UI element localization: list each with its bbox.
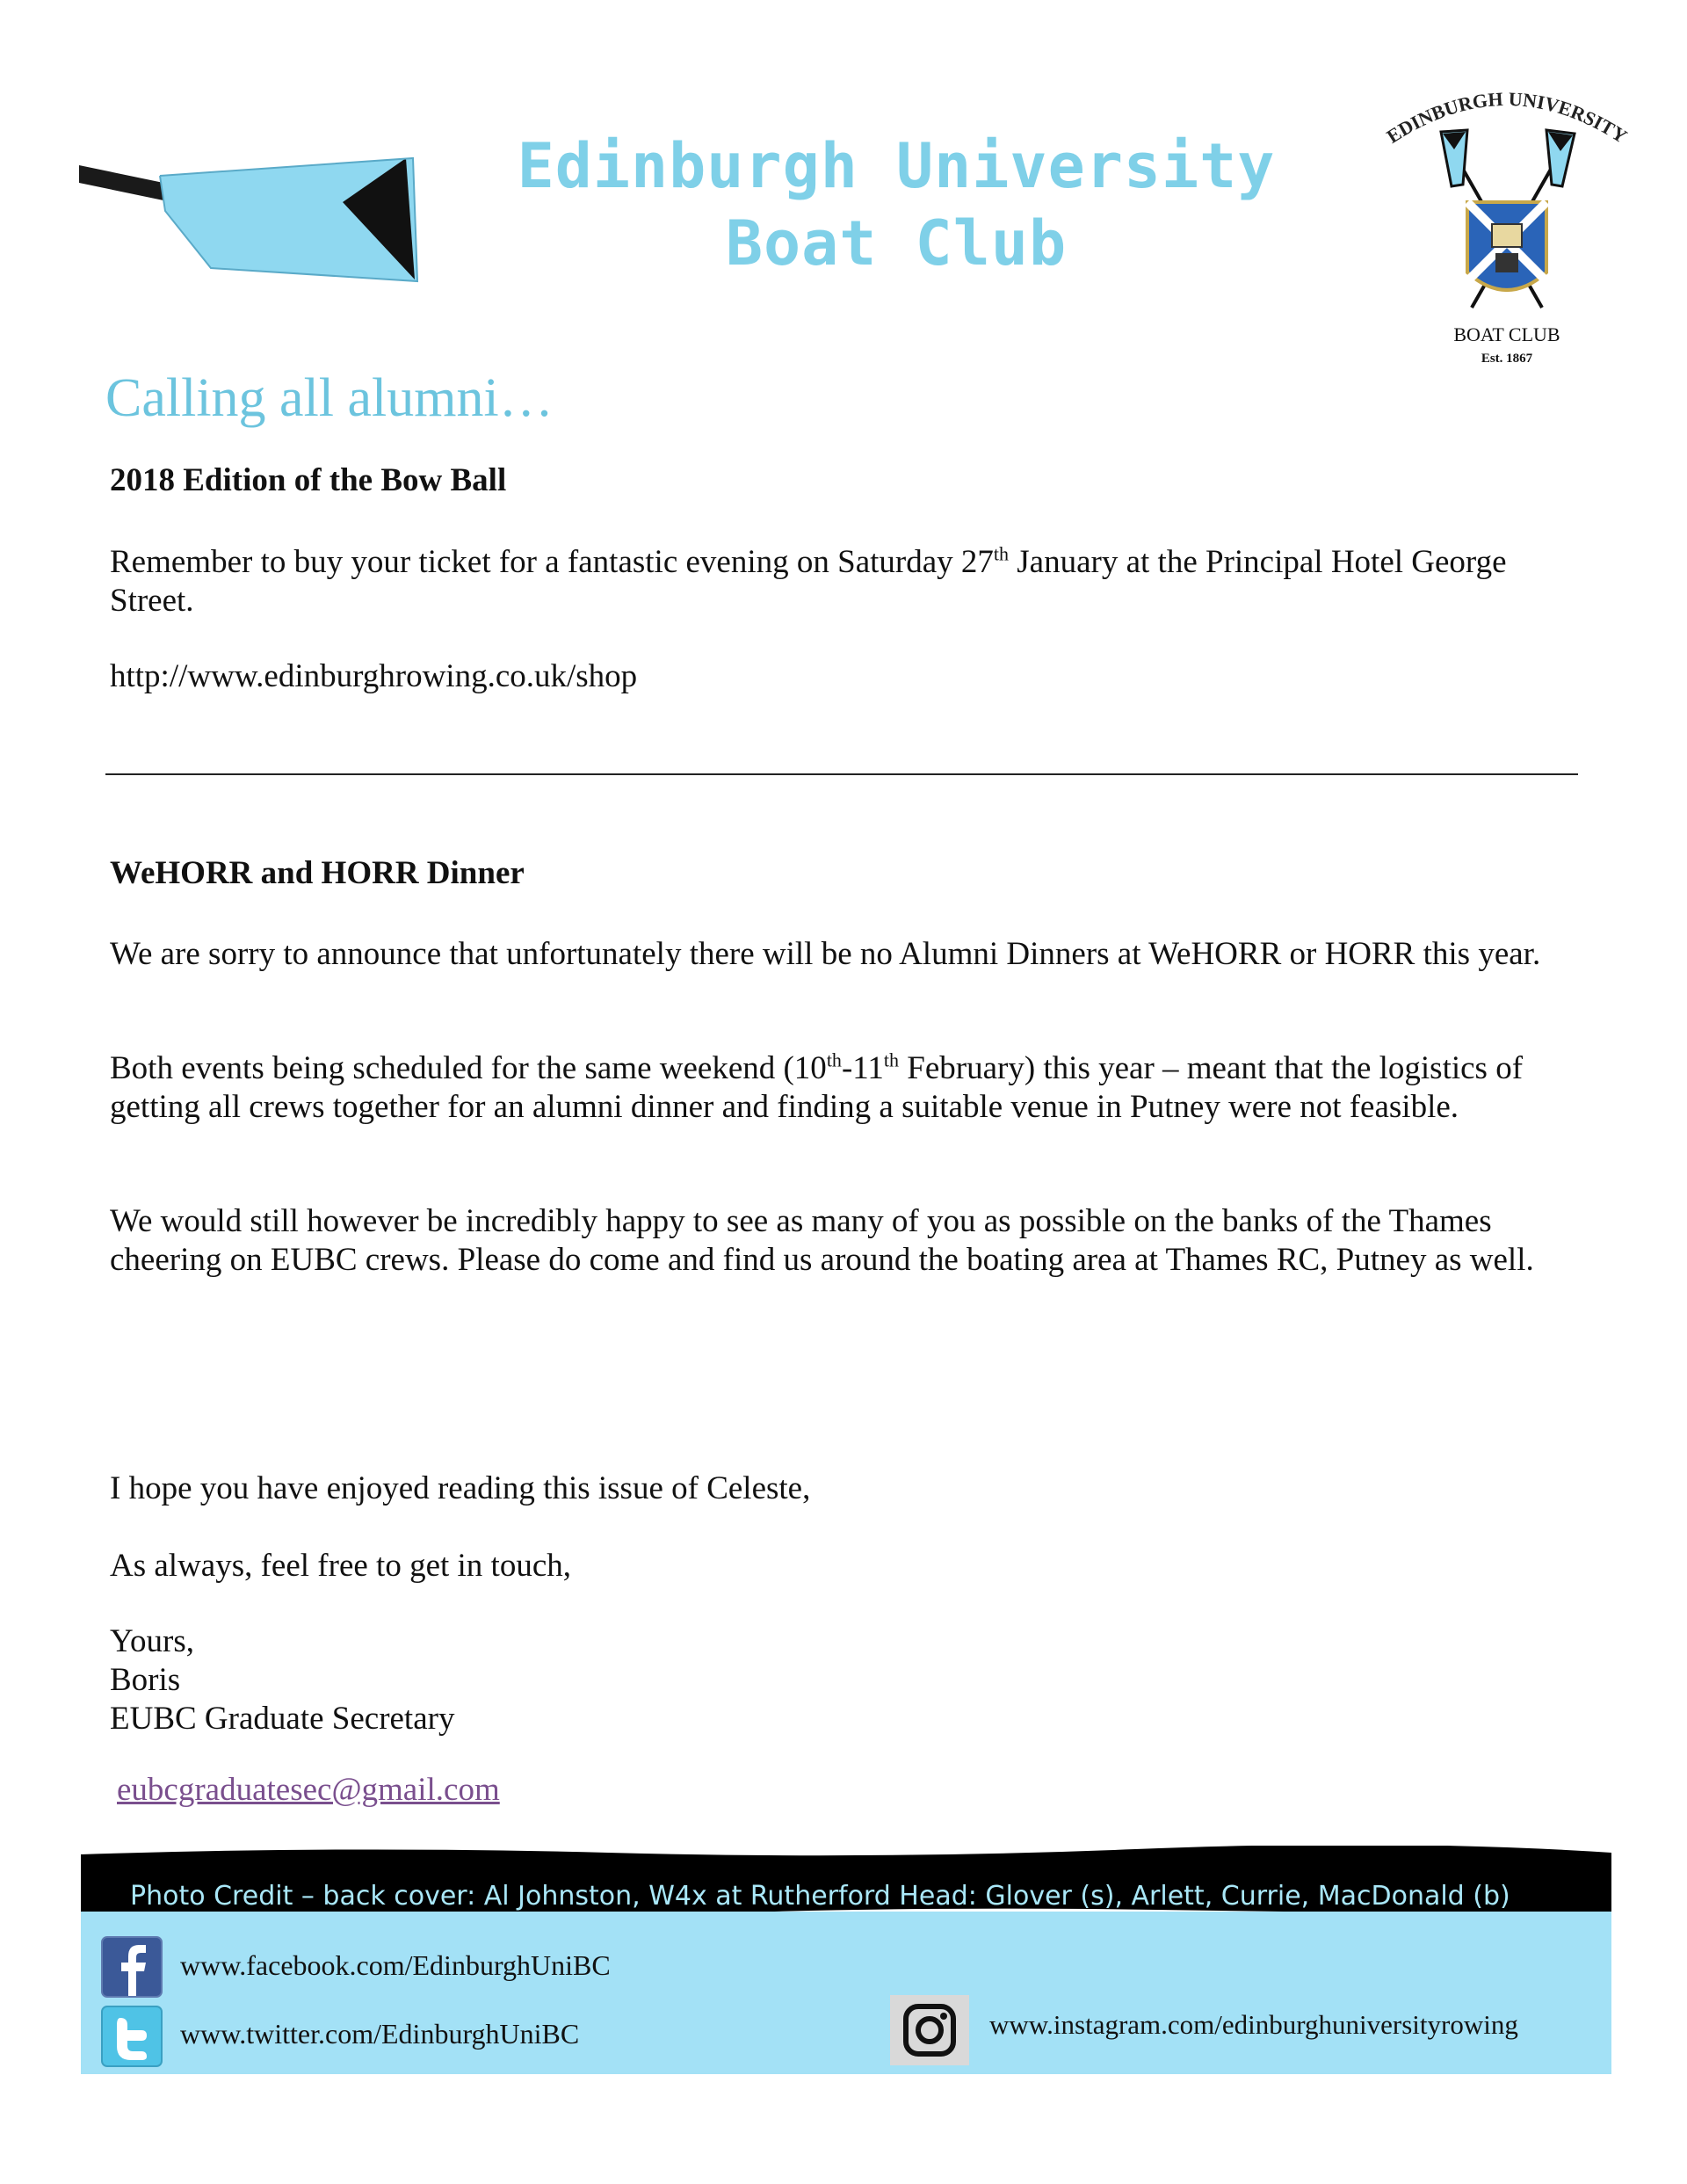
twitter-link[interactable]: www.twitter.com/EdinburghUniBC bbox=[180, 2018, 580, 2050]
facebook-icon[interactable] bbox=[101, 1936, 163, 1998]
club-title-line2: Boat Club bbox=[725, 207, 1068, 279]
horr-paragraph-2: Both events being scheduled for the same weekend (10th-11th February) this year – meant that the logistics of getting all crews together for an alumni dinner and finding a suitable venue in Putney were not feasible. bbox=[110, 1048, 1524, 1125]
oar-logo bbox=[79, 149, 422, 290]
club-title-line1: Edinburgh University bbox=[517, 130, 1276, 202]
shop-link[interactable]: http://www.edinburghrowing.co.uk/shop bbox=[110, 658, 638, 694]
horr-paragraph-3: We would still however be incredibly happy to see as many of you as possible on the banks of the Thames cheering on EUBC crews. Please do come and find us around the boating area at Thames RC, Putney as well. bbox=[110, 1203, 1534, 1278]
facebook-link[interactable]: www.facebook.com/EdinburghUniBC bbox=[180, 1949, 611, 1981]
horr-title: WeHORR and HORR Dinner bbox=[110, 855, 525, 891]
svg-text:Est. 1867: Est. 1867 bbox=[1481, 352, 1533, 366]
signoff-role: EUBC Graduate Secretary bbox=[110, 1701, 455, 1737]
photo-credit: Photo Credit – back cover: Al Johnston, W4x at Rutherford Head: Glover (s), Arlett, Currie, MacDonald (b) bbox=[130, 1881, 1510, 1912]
club-crest-logo bbox=[1379, 79, 1634, 369]
bow-ball-title: 2018 Edition of the Bow Ball bbox=[110, 462, 507, 498]
headline: Calling all alumni… bbox=[105, 368, 554, 428]
svg-text:BOAT CLUB: BOAT CLUB bbox=[1453, 323, 1560, 345]
signoff-name: Boris bbox=[110, 1662, 181, 1698]
closing-line-2: As always, feel free to get in touch, bbox=[110, 1548, 572, 1584]
bow-ball-paragraph: Remember to buy your ticket for a fantastic evening on Saturday 27th January at the Principal Hotel George Street. bbox=[110, 542, 1507, 619]
email-link[interactable]: eubcgraduatesec@gmail.com bbox=[117, 1772, 500, 1808]
closing-line-1: I hope you have enjoyed reading this issue of Celeste, bbox=[110, 1470, 811, 1506]
svg-text:EDINBURGH UNIVERSITY: EDINBURGH UNIVERSITY bbox=[1382, 87, 1632, 148]
instagram-icon[interactable] bbox=[890, 1995, 969, 2065]
instagram-link[interactable]: www.instagram.com/edinburghuniversityrowing bbox=[989, 2009, 1518, 2040]
signoff-yours: Yours, bbox=[110, 1623, 194, 1659]
horr-paragraph-1: We are sorry to announce that unfortunately there will be no Alumni Dinners at WeHORR or HORR this year. bbox=[110, 936, 1541, 972]
section-divider bbox=[105, 773, 1578, 775]
club-title bbox=[492, 127, 1300, 282]
twitter-icon[interactable] bbox=[101, 2006, 163, 2067]
